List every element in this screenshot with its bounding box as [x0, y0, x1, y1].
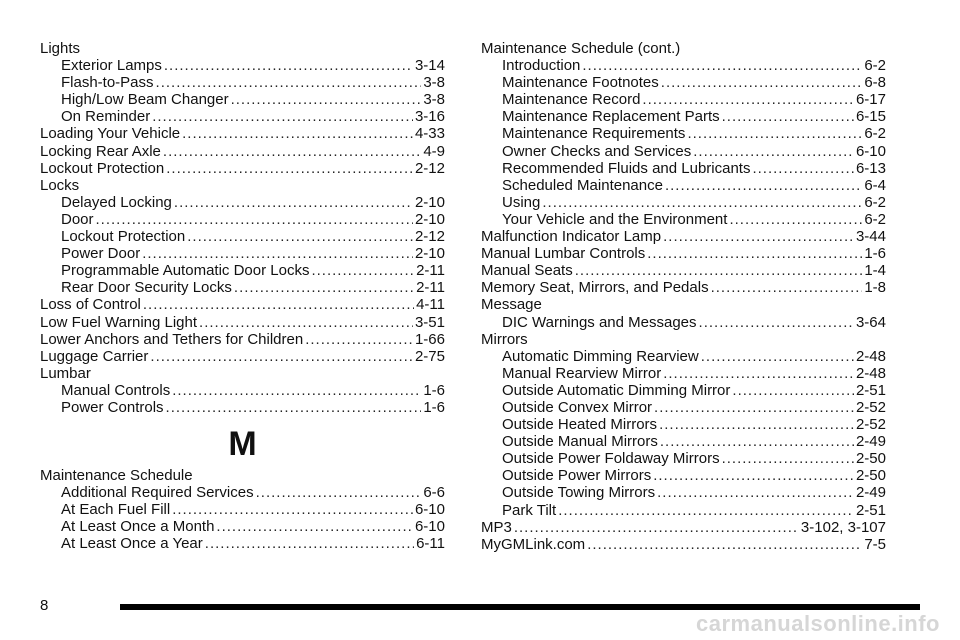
entry-page-ref: 2-10 — [414, 210, 445, 228]
index-entry-introduction — [481, 57, 886, 74]
watermark: carmanualsonline.info — [696, 611, 940, 636]
entry-label: Maintenance Footnotes — [502, 74, 659, 92]
index-entry-lockout-protection — [40, 160, 445, 177]
entry-label: Locking Rear Axle — [40, 142, 161, 160]
dot-leader — [166, 160, 413, 177]
entry-page-ref: 2-50 — [855, 467, 886, 485]
entry-label: Low Fuel Warning Light — [40, 313, 198, 331]
entry-label: Recommended Fluids and Lubricants — [502, 159, 751, 177]
index-heading-maintenance-schedule: Maintenance Schedule — [40, 467, 193, 485]
index-entry-programmable-automatic-door-locks — [40, 262, 445, 279]
index-entry-high-low-beam-changer — [40, 91, 445, 108]
entry-label: Loading Your Vehicle — [40, 125, 181, 143]
entry-page-ref: 1-6 — [423, 398, 445, 416]
entry-label: At Each Fuel Fill — [61, 501, 171, 519]
index-entry-outside-towing-mirrors — [481, 484, 886, 501]
dot-leader — [164, 57, 413, 74]
dot-leader — [654, 399, 854, 416]
index-entry-maintenance-record — [481, 91, 886, 108]
entry-page-ref: 3-51 — [414, 313, 445, 331]
index-entry-at-least-once-a-year — [40, 535, 445, 552]
dot-leader — [663, 365, 854, 382]
index-entry-rear-door-security-locks — [40, 279, 445, 296]
index-entry-at-least-once-a-month — [40, 518, 445, 535]
entry-page-ref: 1-4 — [864, 262, 886, 280]
entry-label: At Least Once a Year — [61, 535, 203, 553]
index-entry-outside-power-mirrors — [481, 467, 886, 484]
dot-leader — [143, 296, 414, 313]
dot-leader — [657, 484, 854, 501]
dot-leader — [587, 536, 862, 553]
entry-label: On Reminder — [61, 108, 151, 126]
entry-page-ref: 6-4 — [864, 176, 886, 194]
index-entry-outside-heated-mirrors — [481, 416, 886, 433]
dot-leader — [514, 519, 799, 536]
entry-label: Manual Lumbar Controls — [481, 245, 646, 263]
dot-leader — [256, 484, 422, 501]
entry-page-ref: 6-6 — [423, 484, 445, 502]
index-entry-power-controls — [40, 399, 445, 416]
dot-leader — [166, 399, 422, 416]
entry-page-ref: 6-11 — [416, 535, 445, 553]
page-number: 8 — [40, 597, 49, 614]
index-entry-manual-controls — [40, 382, 445, 399]
dot-leader — [187, 228, 413, 245]
index-entry-manual-rearview-mirror — [481, 365, 886, 382]
entry-page-ref: 1-6 — [864, 245, 886, 263]
index-heading-lights: Lights — [40, 40, 81, 57]
entry-page-ref: 3-8 — [423, 74, 445, 92]
dot-leader — [172, 382, 421, 399]
entry-page-ref: 3-8 — [423, 91, 445, 109]
dot-leader — [722, 450, 854, 467]
index-entry-lower-anchors-and-tethers-for-children — [40, 331, 445, 348]
entry-label: Luggage Carrier — [40, 347, 149, 365]
dot-leader — [575, 262, 863, 279]
dot-leader — [659, 416, 854, 433]
entry-page-ref: 6-8 — [864, 74, 886, 92]
dot-leader — [693, 143, 854, 160]
index-entry-outside-power-foldaway-mirrors — [481, 450, 886, 467]
entry-page-ref: 4-33 — [414, 125, 445, 143]
entry-page-ref: 2-50 — [855, 450, 886, 468]
dot-leader — [665, 177, 862, 194]
dot-leader — [174, 194, 413, 211]
entry-label: Lower Anchors and Tethers for Children — [40, 330, 304, 348]
dot-leader — [163, 143, 421, 160]
index-entry-luggage-carrier — [40, 348, 445, 365]
entry-label: Malfunction Indicator Lamp — [481, 228, 662, 246]
index-heading-maintenance-schedule-cont: Maintenance Schedule (cont.) — [481, 40, 681, 57]
entry-label: Outside Towing Mirrors — [502, 484, 656, 502]
index-entry-outside-convex-mirror — [481, 399, 886, 416]
dot-leader — [182, 125, 413, 142]
entry-label: Memory Seat, Mirrors, and Pedals — [481, 279, 709, 297]
index-entry-memory-seat-mirrors-and-pedals — [481, 279, 886, 296]
index-entry-locking-rear-axle — [40, 143, 445, 160]
entry-label: Lockout Protection — [40, 159, 165, 177]
entry-page-ref: 3-16 — [414, 108, 445, 126]
entry-page-ref: 2-12 — [414, 228, 445, 246]
entry-label: Outside Heated Mirrors — [502, 416, 658, 434]
entry-label: At Least Once a Month — [61, 518, 215, 536]
entry-page-ref: 3-44 — [855, 228, 886, 246]
entry-label: Manual Rearview Mirror — [502, 364, 662, 382]
dot-leader — [231, 91, 422, 108]
dot-leader — [216, 518, 413, 535]
index-entry-at-each-fuel-fill — [40, 501, 445, 518]
entry-page-ref: 6-17 — [855, 91, 886, 109]
index-entry-mygmlink-com — [481, 536, 886, 553]
index-entry-outside-manual-mirrors — [481, 433, 886, 450]
entry-label: Lockout Protection — [61, 228, 186, 246]
entry-label: MyGMLink.com — [481, 535, 586, 553]
index-column-right — [481, 40, 886, 553]
entry-label: Manual Controls — [61, 381, 171, 399]
entry-label: Outside Automatic Dimming Mirror — [502, 381, 731, 399]
entry-page-ref: 7-5 — [864, 535, 886, 553]
entry-page-ref: 3-102, 3-107 — [800, 518, 886, 536]
dot-leader — [582, 57, 862, 74]
entry-label: Outside Convex Mirror — [502, 398, 653, 416]
index-entry-maintenance-replacement-parts — [481, 108, 886, 125]
index-entry-flash-to-pass — [40, 74, 445, 91]
index-column-left — [40, 40, 445, 553]
index-entry-malfunction-indicator-lamp — [481, 228, 886, 245]
entry-label: Flash-to-Pass — [61, 74, 154, 92]
entry-label: Additional Required Services — [61, 484, 254, 502]
entry-label: Delayed Locking — [61, 193, 172, 211]
entry-page-ref: 2-52 — [855, 416, 886, 434]
entry-label: Owner Checks and Services — [502, 142, 692, 160]
entry-page-ref: 2-51 — [855, 501, 886, 519]
entry-label: Scheduled Maintenance — [502, 176, 663, 194]
entry-label: Using — [502, 193, 541, 211]
index-entry-dic-warnings-and-messages — [481, 314, 886, 331]
entry-page-ref: 6-10 — [414, 501, 445, 519]
index-entry-manual-lumbar-controls — [481, 245, 886, 262]
index-entry-owner-checks-and-services — [481, 143, 886, 160]
dot-leader — [150, 348, 413, 365]
section-letter: M — [228, 425, 257, 464]
entry-page-ref: 2-48 — [855, 347, 886, 365]
index-entry-door — [40, 211, 445, 228]
entry-page-ref: 6-2 — [864, 125, 886, 143]
dot-leader — [96, 211, 413, 228]
entry-page-ref: 3-64 — [855, 313, 886, 331]
entry-label: Park Tilt — [502, 501, 557, 519]
dot-leader — [156, 74, 422, 91]
entry-label: Programmable Automatic Door Locks — [61, 262, 310, 280]
entry-label: Outside Manual Mirrors — [502, 433, 658, 451]
entry-page-ref: 6-10 — [855, 142, 886, 160]
dot-leader — [711, 279, 863, 296]
dot-leader — [305, 331, 413, 348]
entry-label: Power Door — [61, 245, 141, 263]
entry-label: Maintenance Replacement Parts — [502, 108, 720, 126]
dot-leader — [752, 160, 854, 177]
entry-label: Exterior Lamps — [61, 57, 162, 75]
dot-leader — [661, 74, 863, 91]
dot-leader — [542, 194, 862, 211]
dot-leader — [729, 211, 862, 228]
index-entry-scheduled-maintenance — [481, 177, 886, 194]
dot-leader — [701, 348, 854, 365]
dot-leader — [663, 228, 854, 245]
dot-leader — [152, 108, 413, 125]
index-entry-additional-required-services — [40, 484, 445, 501]
entry-page-ref: 6-2 — [864, 57, 886, 75]
dot-leader — [205, 535, 414, 552]
index-entry-park-tilt — [481, 502, 886, 519]
index-entry-loading-your-vehicle — [40, 125, 445, 142]
dot-leader — [660, 433, 854, 450]
index-entry-low-fuel-warning-light — [40, 314, 445, 331]
entry-label: Outside Power Mirrors — [502, 467, 652, 485]
entry-label: Automatic Dimming Rearview — [502, 347, 699, 365]
entry-page-ref: 6-2 — [864, 193, 886, 211]
entry-label: Power Controls — [61, 398, 164, 416]
entry-page-ref: 1-6 — [423, 381, 445, 399]
dot-leader — [199, 314, 413, 331]
entry-page-ref: 2-52 — [855, 398, 886, 416]
entry-label: Maintenance Requirements — [502, 125, 686, 143]
entry-label: High/Low Beam Changer — [61, 91, 229, 109]
entry-page-ref: 4-9 — [423, 142, 445, 160]
entry-page-ref: 2-49 — [855, 433, 886, 451]
entry-label: DIC Warnings and Messages — [502, 313, 697, 331]
dot-leader — [722, 108, 854, 125]
index-entry-loss-of-control — [40, 296, 445, 313]
dot-leader — [699, 314, 854, 331]
entry-page-ref: 2-75 — [414, 347, 445, 365]
entry-page-ref: 3-14 — [414, 57, 445, 75]
dot-leader — [172, 501, 413, 518]
entry-page-ref: 1-66 — [414, 330, 445, 348]
index-entry-automatic-dimming-rearview — [481, 348, 886, 365]
index-entry-maintenance-requirements — [481, 125, 886, 142]
entry-label: Introduction — [502, 57, 581, 75]
entry-page-ref: 6-15 — [855, 108, 886, 126]
index-entry-exterior-lamps — [40, 57, 445, 74]
index-entry-lockout-protection — [40, 228, 445, 245]
entry-page-ref: 6-2 — [864, 210, 886, 228]
index-entry-recommended-fluids-and-lubricants — [481, 160, 886, 177]
dot-leader — [558, 502, 854, 519]
entry-page-ref: 2-48 — [855, 364, 886, 382]
entry-label: Loss of Control — [40, 296, 141, 314]
dot-leader — [647, 245, 862, 262]
footer-rule — [120, 604, 920, 610]
dot-leader — [653, 467, 854, 484]
index-heading-mirrors: Mirrors — [481, 330, 528, 348]
entry-page-ref: 2-51 — [855, 381, 886, 399]
index-entry-your-vehicle-and-the-environment — [481, 211, 886, 228]
index-heading-message: Message — [481, 296, 542, 314]
index-entry-manual-seats — [481, 262, 886, 279]
index-entry-outside-automatic-dimming-mirror — [481, 382, 886, 399]
entry-label: Manual Seats — [481, 262, 573, 280]
index-heading-lumbar: Lumbar — [40, 364, 91, 382]
dot-leader — [642, 91, 854, 108]
dot-leader — [687, 125, 862, 142]
entry-page-ref: 2-11 — [416, 279, 445, 297]
entry-page-ref: 2-49 — [855, 484, 886, 502]
index-heading-locks: Locks — [40, 176, 80, 194]
entry-page-ref: 2-10 — [414, 245, 445, 263]
index-entry-power-door — [40, 245, 445, 262]
entry-page-ref: 1-8 — [864, 279, 886, 297]
index-entry-on-reminder — [40, 108, 445, 125]
entry-label: Your Vehicle and the Environment — [502, 210, 728, 228]
entry-label: MP3 — [481, 518, 512, 536]
index-entry-maintenance-footnotes — [481, 74, 886, 91]
entry-page-ref: 2-10 — [414, 193, 445, 211]
entry-page-ref: 6-10 — [414, 518, 445, 536]
entry-label: Rear Door Security Locks — [61, 279, 232, 297]
entry-label: Outside Power Foldaway Mirrors — [502, 450, 720, 468]
index-entry-delayed-locking — [40, 194, 445, 211]
entry-label: Door — [61, 210, 94, 228]
entry-page-ref: 2-12 — [414, 159, 445, 177]
dot-leader — [142, 245, 413, 262]
index-entry-using — [481, 194, 886, 211]
entry-page-ref: 2-11 — [416, 262, 445, 280]
entry-label: Maintenance Record — [502, 91, 641, 109]
dot-leader — [732, 382, 854, 399]
entry-page-ref: 6-13 — [855, 159, 886, 177]
dot-leader — [311, 262, 414, 279]
index-entry-mp3 — [481, 519, 886, 536]
dot-leader — [234, 279, 414, 296]
entry-page-ref: 4-11 — [416, 296, 445, 314]
